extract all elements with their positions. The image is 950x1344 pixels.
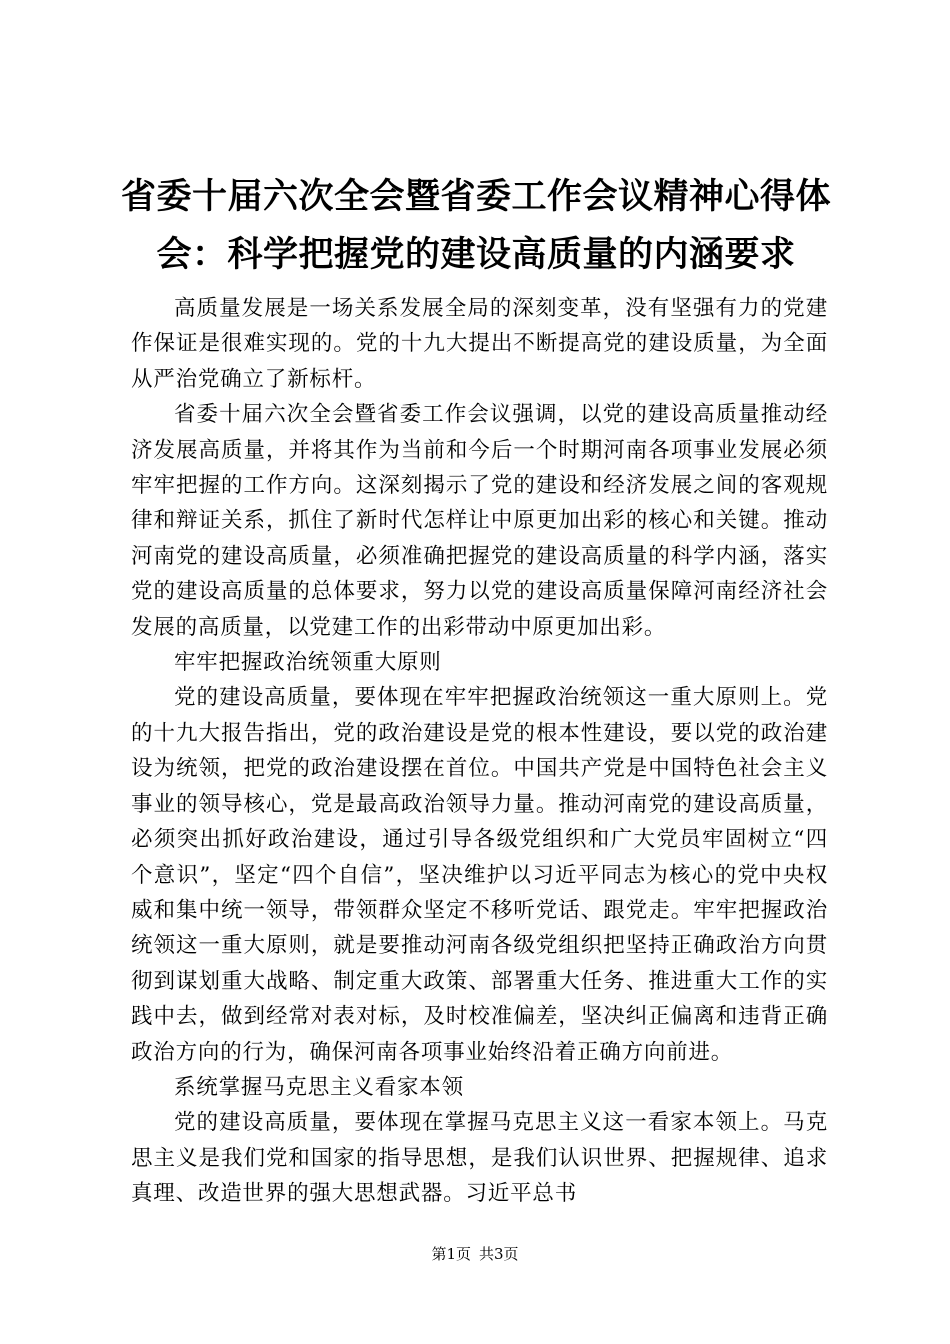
section-heading-marxism: 系统掌握马克思主义看家本领 bbox=[174, 1074, 464, 1100]
page-number: 第1页 bbox=[431, 1245, 471, 1263]
document-title: 省委十届六次全会暨省委工作会议精神心得体会：科学把握党的建设高质量的内涵要求 bbox=[120, 177, 831, 275]
page-footer bbox=[0, 1244, 950, 1264]
paragraph-intro: 高质量发展是一场关系发展全局的深刻变革，没有坚强有力的党建作保证是很难实现的。党的十九大提出不断提高党的建设质量，为全面从严治党确立了新标杆。 bbox=[131, 296, 828, 392]
section-heading-political-leadership: 牢牢把握政治统领重大原则 bbox=[174, 650, 442, 676]
paragraph-meeting-summary: 省委十届六次全会暨省委工作会议强调，以党的建设高质量推动经济发展高质量，并将其作为当前和今后一个时期河南各项事业发展必须牢牢把握的工作方向。这深刻揭示了党的建设和经济发展之间的客观规律和辩证关系，抓住了新时代怎样让中原更加出彩的核心和关键。推动河南党的建设高质量，必须准确把握党的建设高质量的科学内涵，落实党的建设高质量的总体要求，努力以党的建设高质量保障河南经济社会发展的高质量，以党建工作的出彩带动中原更加出彩。 bbox=[131, 402, 828, 640]
paragraph-marxism: 党的建设高质量，要体现在掌握马克思主义这一看家本领上。马克思主义是我们党和国家的指导思想，是我们认识世界、把握规律、追求真理、改造世界的强大思想武器。习近平总书 bbox=[131, 1110, 828, 1207]
paragraph-political-leadership: 党的建设高质量，要体现在牢牢把握政治统领这一重大原则上。党的十九大报告指出，党的政治建设是党的根本性建设，要以党的政治建设为统领，把党的政治建设摆在首位。中国共产党是中国特色社会主义事业的领导核心，党是最高政治领导力量。推动河南党的建设高质量，必须突出抓好政治建设，通过引导各级党组织和广大党员牢固树立“四个意识”，坚定“四个自信”，坚决维护以习近平同志为核心的党中央权威和集中统一领导，带领群众坚定不移听党话、跟党走。牢牢把握政治统领这一重大原则，就是要推动河南各级党组织把坚持正确政治方向贯彻到谋划重大战略、制定重大政策、部署重大任务、推进重大工作的实践中去，做到经常对表对标，及时校准偏差，坚决纠正偏离和违背正确政治方向的行为，确保河南各项事业始终沿着正确方向前进。 bbox=[131, 685, 828, 1065]
document-body bbox=[131, 291, 828, 1212]
page-total: 共3页 bbox=[479, 1245, 519, 1263]
